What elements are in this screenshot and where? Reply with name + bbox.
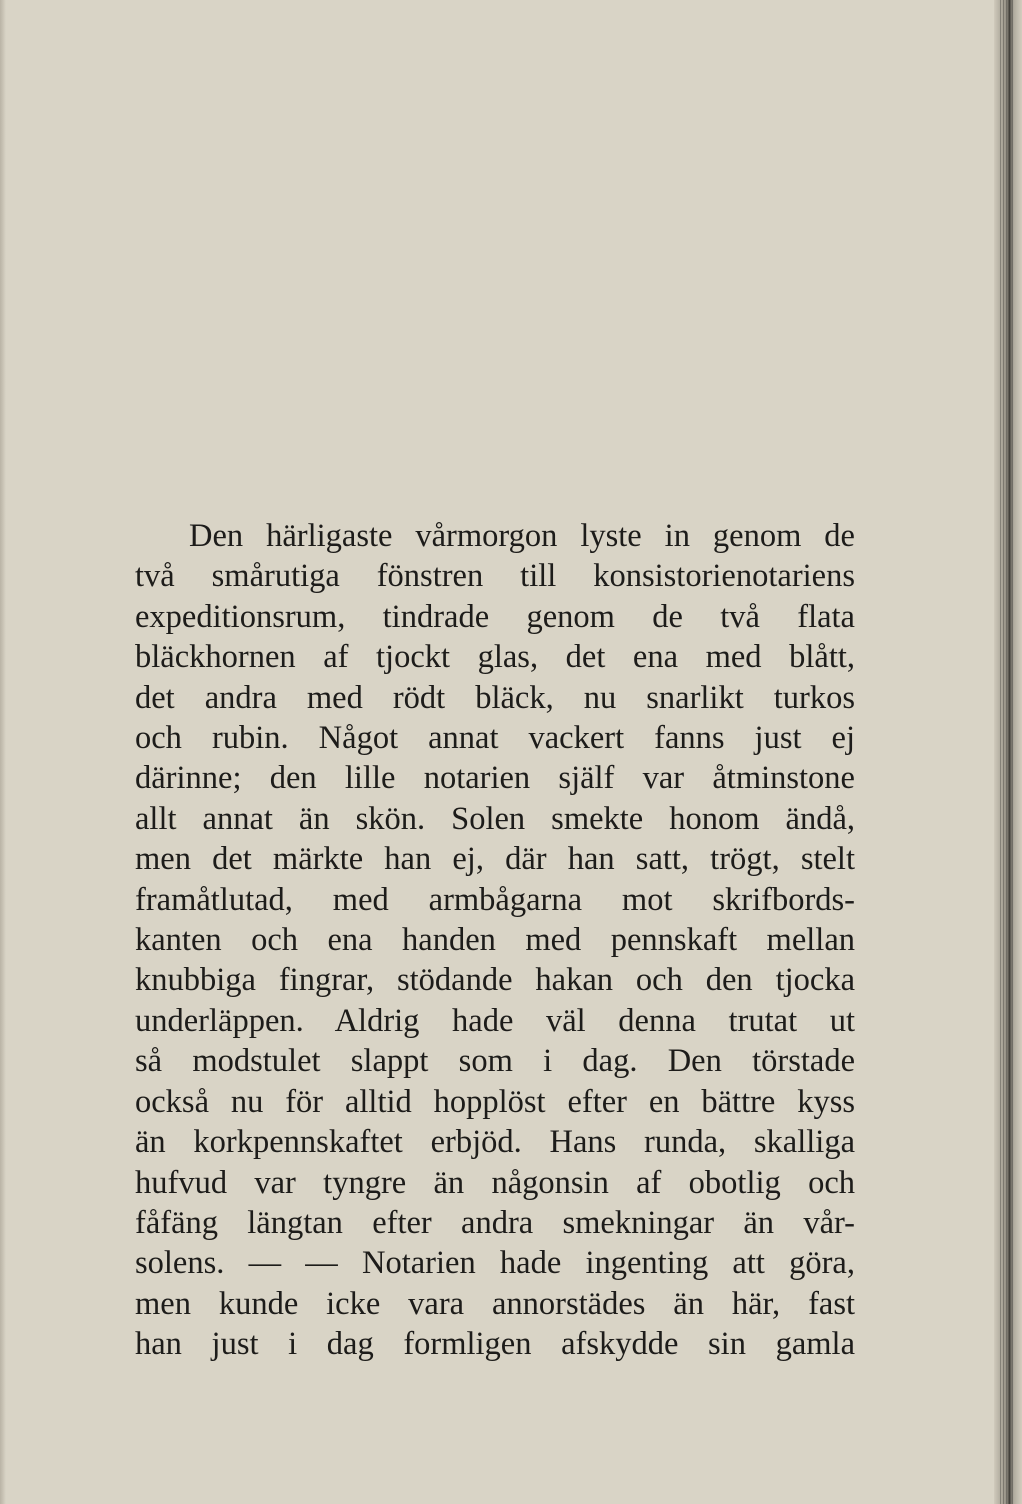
paragraph-line: än korkpennskaftet erbjöd. Hans runda, skalliga bbox=[135, 1124, 855, 1161]
paragraph-line: han just i dag formligen afskydde sin gamla bbox=[135, 1326, 855, 1363]
page-edge-stripes bbox=[1000, 0, 1014, 1504]
paragraph-line: och rubin. Något annat vackert fanns just ej bbox=[135, 720, 855, 757]
page-left-edge bbox=[0, 0, 6, 1504]
paragraph-line: fåfäng längtan efter andra smekningar än vår- bbox=[135, 1204, 855, 1241]
paragraph-line: knubbiga fingrar, stödande hakan och den tjocka bbox=[135, 962, 855, 999]
paragraph-line: underläppen. Aldrig hade väl denna trutat ut bbox=[135, 1002, 855, 1039]
paragraph-line: två smårutiga fönstren till konsistorienotariens bbox=[135, 558, 855, 595]
paragraph-line: allt annat än skön. Solen smekte honom ändå, bbox=[135, 800, 855, 837]
paragraph-line: också nu för alltid hopplöst efter en bättre kyss bbox=[135, 1083, 855, 1120]
paragraph-line: kanten och ena handen med pennskaft mellan bbox=[135, 922, 855, 959]
paragraph-line: men kunde icke vara annorstädes än här, fast bbox=[135, 1285, 855, 1322]
paragraph-line: bläckhornen af tjockt glas, det ena med blått, bbox=[135, 639, 855, 676]
paragraph-line: expeditionsrum, tindrade genom de två flata bbox=[135, 598, 855, 635]
paragraph-line: det andra med rödt bläck, nu snarlikt turkos bbox=[135, 679, 855, 716]
page-right-edge bbox=[994, 0, 1022, 1504]
paragraph-line: framåtlutad, med armbågarna mot skrifbords- bbox=[135, 881, 855, 918]
paragraph-line: solens. — — Notarien hade ingenting att göra, bbox=[135, 1245, 855, 1282]
paragraph-line: hufvud var tyngre än någonsin af obotlig och bbox=[135, 1164, 855, 1201]
paragraph-line: så modstulet slappt som i dag. Den törstade bbox=[135, 1043, 855, 1080]
paragraph-line: därinne; den lille notarien själf var åtminstone bbox=[135, 760, 855, 797]
body-paragraph bbox=[135, 516, 855, 1365]
paragraph-line: men det märkte han ej, där han satt, trögt, stelt bbox=[135, 841, 855, 878]
paragraph-line: Den härligaste vårmorgon lyste in genom de bbox=[189, 518, 855, 554]
